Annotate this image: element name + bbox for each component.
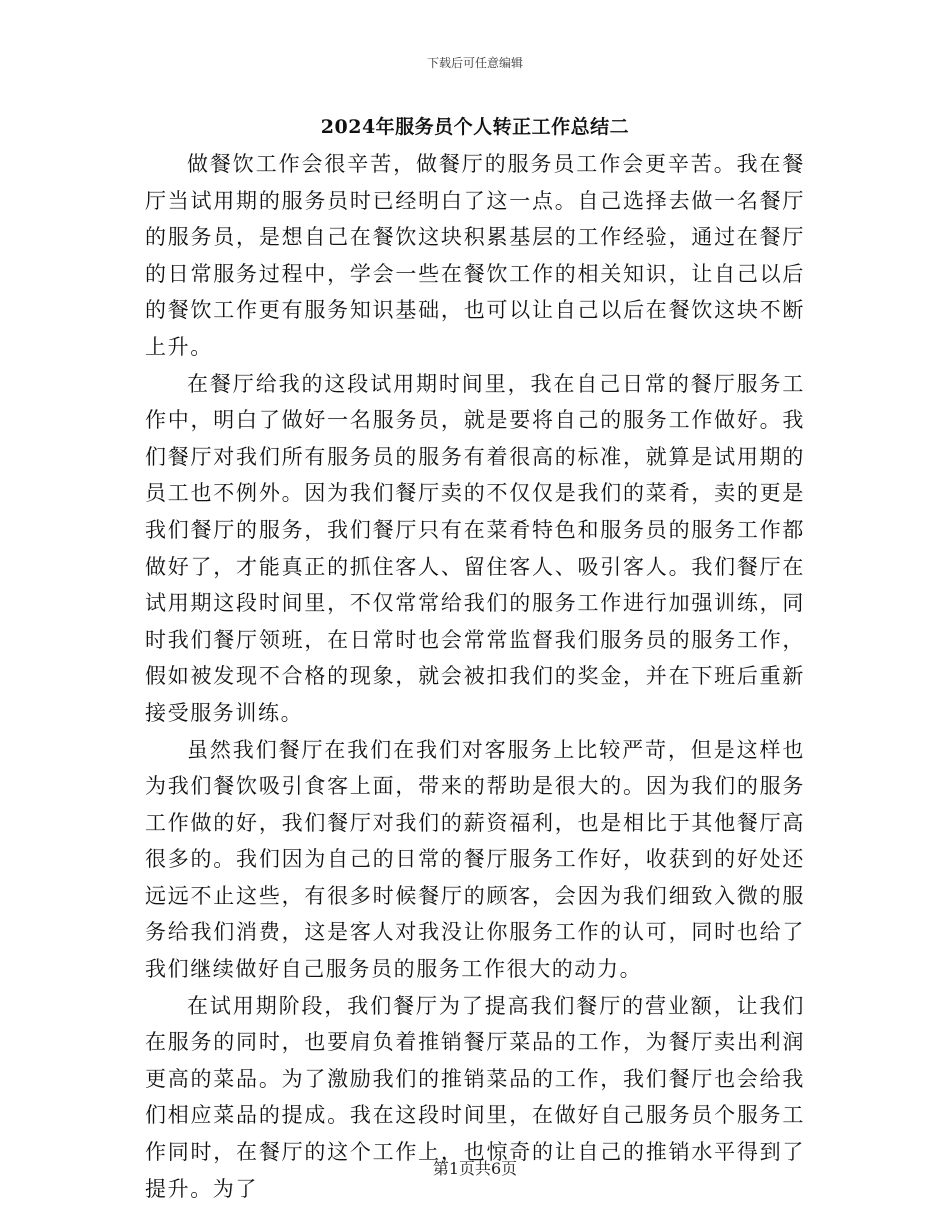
document-body [145, 146, 805, 1207]
document-title: 2024年服务员个人转正工作总结二 [320, 116, 630, 138]
paragraph: 做餐饮工作会很辛苦，做餐厅的服务员工作会更辛苦。我在餐厅当试用期的服务员时已经明白了这一点。自己选择去做一名餐厅的服务员，是想自己在餐饮这块积累基层的工作经验，通过在餐厅的日常服务过程中，学会一些在餐饮工作的相关知识，让自己以后的餐饮工作更有服务知识基础，也可以让自己以后在餐饮这块不断上升。 [145, 152, 805, 359]
page-number-footer: 第1页共6页 [432, 1159, 518, 1178]
paragraph: 在试用期阶段，我们餐厅为了提高我们餐厅的营业额，让我们在服务的同时，也要肩负着推销餐厅菜品的工作，为餐厅卖出利润更高的菜品。为了激励我们的推销菜品的工作，我们餐厅也会给我们相应菜品的提成。我在这段时间里，在做好自己服务员个服务工作同时，在餐厅的这个工作上，也惊奇的让自己的推销水平得到了提升。为了 [145, 993, 805, 1201]
header-note: 下载后可任意编辑 [426, 56, 523, 70]
paragraph: 在餐厅给我的这段试用期时间里，我在自己日常的餐厅服务工作中，明白了做好一名服务员，就是要将自己的服务工作做好。我们餐厅对我们所有服务员的服务有着很高的标准，就算是试用期的员工也不例外。因为我们餐厅卖的不仅仅是我们的菜肴，卖的更是我们餐厅的服务，我们餐厅只有在菜肴特色和服务员的服务工作都做好了，才能真正的抓住客人、留住客人、吸引客人。我们餐厅在试用期这段时间里，不仅常常给我们的服务工作进行加强训练，同时我们餐厅领班，在日常时也会常常监督我们服务员的服务工作，假如被发现不合格的现象，就会被扣我们的奖金，并在下班后重新接受服务训练。 [145, 371, 805, 725]
paragraph: 虽然我们餐厅在我们在我们对客服务上比较严苛，但是这样也为我们餐饮吸引食客上面，带来的帮助是很大的。因为我们的服务工作做的好，我们餐厅对我们的薪资福利，也是相比于其他餐厅高很多的。我们因为自己的日常的餐厅服务工作好，收获到的好处还远远不止这些，有很多时候餐厅的顾客，会因为我们细致入微的服务给我们消费，这是客人对我没让你服务工作的认可，同时也给了我们继续做好自己服务员的服务工作很大的动力。 [145, 737, 805, 982]
